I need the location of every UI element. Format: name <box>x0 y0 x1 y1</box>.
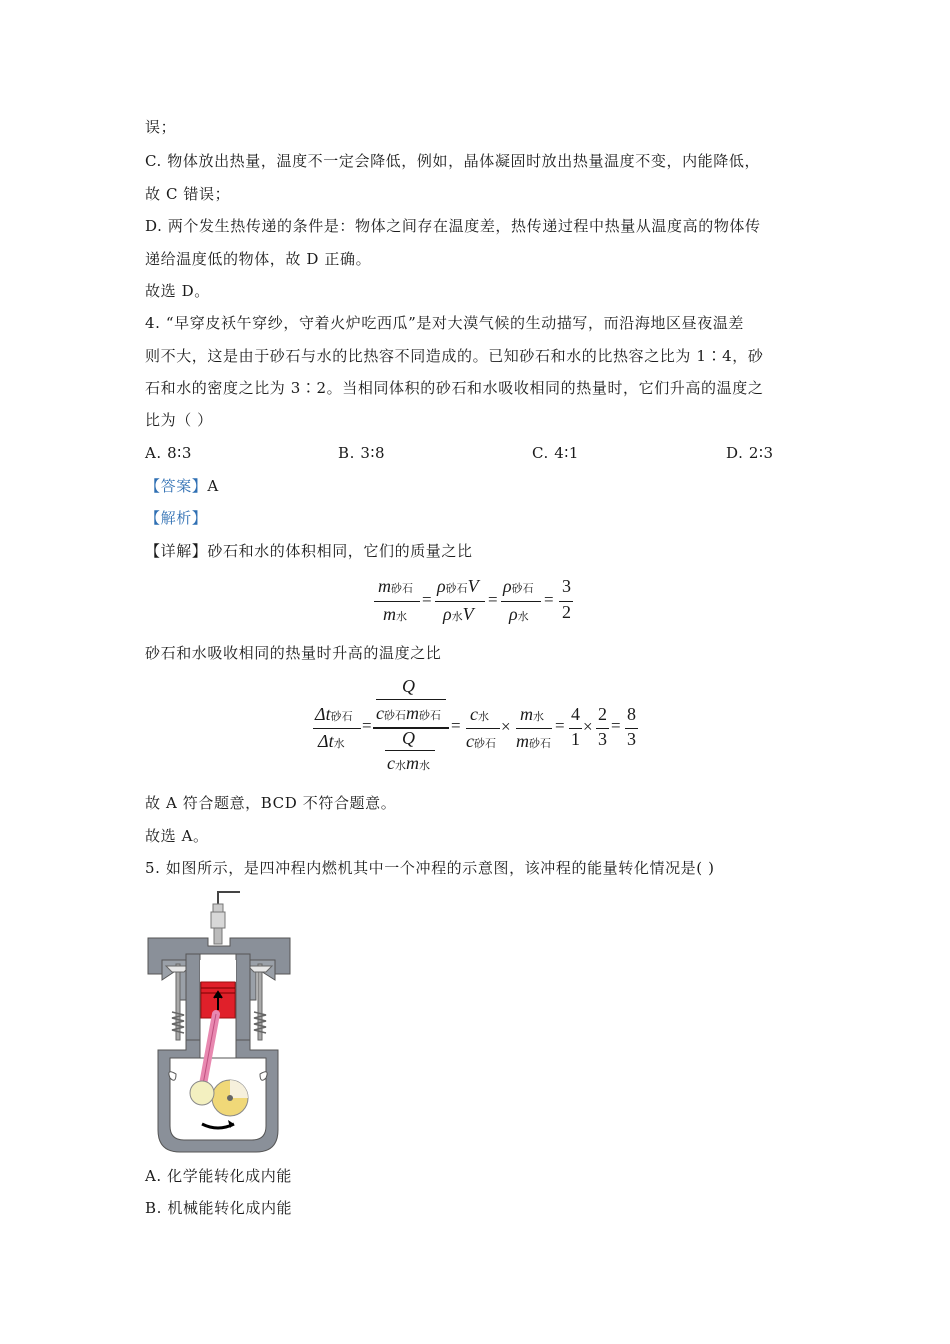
q5-option-a: A. 化学能转化成内能 <box>145 1167 292 1185</box>
eq1-f1-numerator: m砂石 <box>378 576 413 596</box>
eq2-c-denominator: c砂石 <box>466 731 496 751</box>
question-5: 5. 如图所示，是四冲程内燃机其中一个冲程的示意图，该冲程的能量转化情况是( ) <box>145 859 715 877</box>
question-4-line-2: 则不大，这是由于砂石与水的比热容不同造成的。已知砂石和水的比热容之比为 1∶4，砂 <box>145 347 764 365</box>
q5-option-b: B. 机械能转化成内能 <box>145 1199 293 1217</box>
temp-ratio-line: 砂石和水吸收相同的热量时升高的温度之比 <box>145 644 442 662</box>
text-line-3: D. 两个发生热传递的条件是：物体之间存在温度差，热传递过程中热量从温度高的物体传 <box>145 217 761 235</box>
eq1-f2-denominator: ρ水V <box>443 604 474 624</box>
question-4-line-3: 石和水的密度之比为 3∶2。当相同体积的砂石和水吸收相同的热量时，它们升高的温度之 <box>145 379 764 397</box>
eq1-f2-numerator: ρ砂石V <box>437 576 479 596</box>
eq1-f3-numerator: ρ砂石 <box>503 576 534 596</box>
text-line-0: 误； <box>145 118 177 136</box>
q4-option-a: A. 8∶3 <box>145 444 192 462</box>
answer-line <box>145 476 219 496</box>
eq1-result-numerator: 3 <box>562 576 571 596</box>
eq2-frac3-den: 3 <box>627 729 636 749</box>
detail-text: 砂石和水的体积相同，它们的质量之比 <box>207 542 473 560</box>
engine-stroke-diagram <box>140 890 300 1160</box>
spark-plug-icon <box>211 892 240 944</box>
eq2-frac1-num: 4 <box>571 704 580 724</box>
eq2-times-2: × <box>583 717 593 736</box>
text-line-2: 故 C 错误； <box>145 185 231 203</box>
eq2-equals-1: = <box>362 716 372 735</box>
eq2-lhs-denominator: Δt水 <box>318 731 345 751</box>
eq2-equals-4: = <box>611 716 621 735</box>
q4-option-c: C. 4∶1 <box>532 444 580 462</box>
eq1-equals-2: = <box>488 590 498 609</box>
eq2-cm-water: c水m水 <box>387 753 430 773</box>
eq2-frac2-den: 3 <box>598 729 607 749</box>
text-line-1: C. 物体放出热量，温度不一定会降低，例如，晶体凝固时放出热量温度不变，内能降低， <box>145 152 761 170</box>
eq2-m-numerator: m水 <box>520 704 544 724</box>
eq2-equals-3: = <box>555 716 565 735</box>
eq2-q-bottom: Q <box>402 728 415 748</box>
eq2-equals-2: = <box>451 716 461 735</box>
eq1-result-denominator: 2 <box>562 602 571 622</box>
question-4-line-1: 4. “早穿皮袄午穿纱，守着火炉吃西瓜”是对大漠气候的生动描写，而沿海地区昼夜温差 <box>145 314 745 332</box>
eq2-frac1-den: 1 <box>571 729 580 749</box>
eq2-frac2-num: 2 <box>598 704 607 724</box>
eq2-times-1: × <box>501 717 511 736</box>
text-line-4: 递给温度低的物体，故 D 正确。 <box>145 250 372 268</box>
question-4-line-4: 比为（ ） <box>145 411 213 429</box>
conclusion-line-1: 故 A 符合题意，BCD 不符合题意。 <box>145 794 397 812</box>
eq2-c-numerator: c水 <box>470 704 489 724</box>
q4-option-d: D. 2∶3 <box>726 444 774 462</box>
text-line-5: 故选 D。 <box>145 282 210 300</box>
eq1-f1-denominator: m水 <box>383 604 407 624</box>
detail-tag: 【详解】 <box>145 542 208 560</box>
analysis-tag: 【解析】 <box>145 509 208 527</box>
answer-tag: 【答案】 <box>145 477 208 495</box>
eq2-lhs-numerator: Δt砂石 <box>315 704 353 724</box>
q4-option-b: B. 3∶8 <box>338 444 386 462</box>
eq2-cm-stone: c砂石m砂石 <box>376 703 441 723</box>
conclusion-line-2: 故选 A。 <box>145 827 209 845</box>
eq1-equals-1: = <box>422 590 432 609</box>
eq1-f3-denominator: ρ水 <box>509 604 529 624</box>
eq2-m-denominator: m砂石 <box>516 731 551 751</box>
eq2-q-top: Q <box>402 676 415 696</box>
detail-line <box>145 541 473 561</box>
answer-value: A <box>207 477 219 495</box>
eq1-equals-3: = <box>544 590 554 609</box>
eq2-frac3-num: 8 <box>627 704 636 724</box>
